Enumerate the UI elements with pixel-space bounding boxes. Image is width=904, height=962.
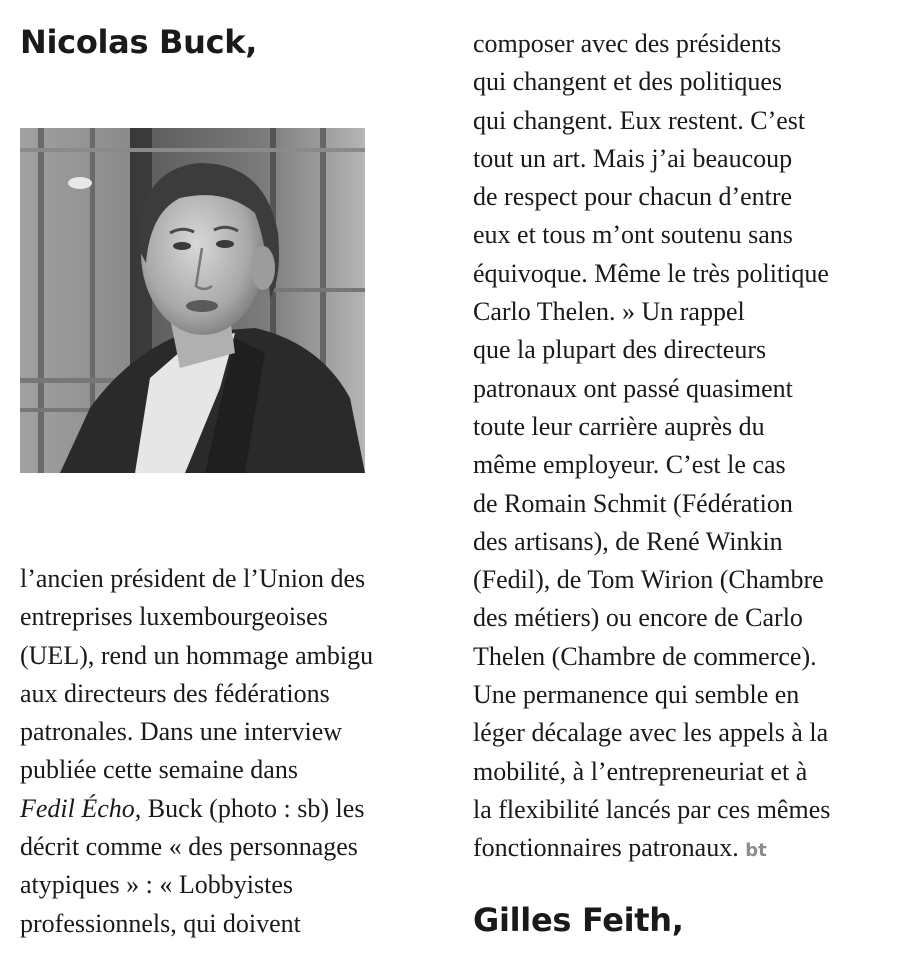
- text-line: des artisans), de René Winkin: [473, 526, 783, 556]
- text-line: équivoque. Même le très politique: [473, 258, 829, 288]
- text-line: léger décalage avec les appels à la: [473, 718, 829, 748]
- text-line: même employeur. C’est le cas: [473, 450, 786, 480]
- text-line: composer avec des présidents: [473, 29, 782, 58]
- text-line: que la plupart des directeurs: [473, 335, 767, 365]
- text-line: atypiques » : « Lobbyistes: [20, 870, 293, 900]
- text-line: publiée cette semaine dans: [20, 755, 298, 785]
- text-line: eux et tous m’ont soutenu sans: [473, 220, 793, 250]
- portrait-image: [20, 128, 365, 473]
- text-line: [20, 790, 373, 828]
- author-signature: bt: [745, 840, 767, 862]
- article-heading: Nicolas Buck,: [20, 23, 258, 61]
- text-line: des métiers) ou encore de Carlo: [473, 603, 803, 633]
- text-line: tout un art. Mais j’ai beaucoup: [473, 143, 793, 173]
- text-line: patronaux ont passé quasiment: [473, 373, 793, 403]
- text-line: aux directeurs des fédérations: [20, 678, 330, 708]
- text-fragment: fonctionnaires patronaux.: [473, 833, 739, 863]
- text-line: entreprises luxembourgeoises: [20, 602, 328, 632]
- text-line: qui changent et des politiques: [473, 67, 783, 97]
- text-line: (Fedil), de Tom Wirion (Chambre: [473, 565, 824, 595]
- text-line: la flexibilité lancés par ces mêmes: [473, 794, 831, 824]
- text-line: de Romain Schmit (Fédération: [473, 488, 793, 518]
- text-line: Une permanence qui semble en: [473, 680, 800, 710]
- text-line: mobilité, à l’entrepreneuriat et à: [473, 756, 808, 786]
- publication-title: Fedil Écho,: [20, 793, 142, 823]
- left-body-text: [20, 560, 373, 943]
- right-body-text: [473, 25, 830, 871]
- text-line: [473, 829, 830, 870]
- text-line: Thelen (Chambre de commerce).: [473, 641, 817, 671]
- text-line: toute leur carrière auprès du: [473, 411, 765, 441]
- text-line: de respect pour chacun d’entre: [473, 182, 793, 212]
- text-line: professionnels, qui doivent: [20, 908, 301, 938]
- text-line: décrit comme « des personnages: [20, 832, 358, 862]
- text-fragment: Buck (photo : sb) les: [141, 793, 365, 823]
- text-line: patronales. Dans une interview: [20, 717, 343, 747]
- next-article-heading: Gilles Feith,: [473, 901, 684, 939]
- text-line: qui changent. Eux restent. C’est: [473, 105, 806, 135]
- portrait-photo: [20, 128, 365, 473]
- text-line: (UEL), rend un hommage ambigu: [20, 640, 374, 670]
- text-line: Carlo Thelen. » Un rappel: [473, 297, 745, 327]
- text-line: l’ancien président de l’Union des: [20, 564, 366, 593]
